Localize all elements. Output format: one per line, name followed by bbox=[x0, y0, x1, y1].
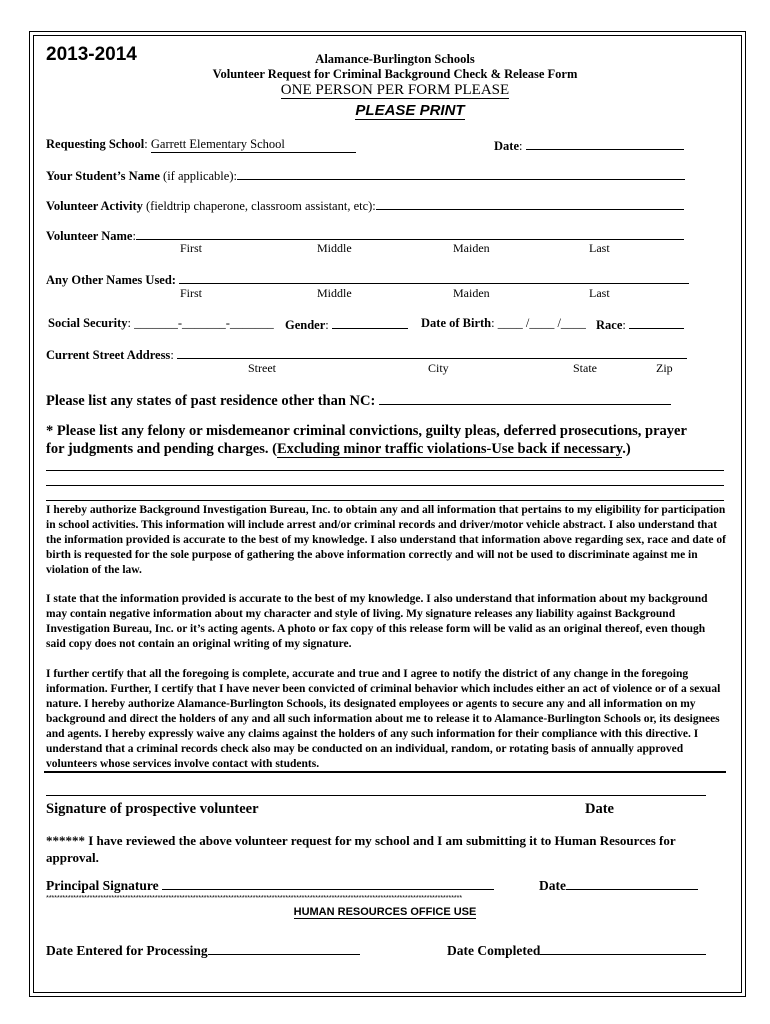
one-person-note: ONE PERSON PER FORM PLEASE bbox=[280, 82, 510, 98]
gender-field[interactable] bbox=[332, 316, 408, 329]
activity-row: Volunteer Activity (fieldtrip chaperone, classroom assistant, etc): bbox=[46, 197, 684, 214]
principal-signature-row: Principal Signature bbox=[46, 877, 494, 894]
form-title: Volunteer Request for Criminal Background Check & Release Form bbox=[212, 67, 578, 81]
volunteer-date-label: Date bbox=[585, 801, 614, 817]
volunteer-signature-label: Signature of prospective volunteer bbox=[46, 801, 259, 817]
activity-field[interactable] bbox=[376, 197, 684, 210]
volunteer-signature-line[interactable] bbox=[46, 795, 706, 796]
date-entered-row: Date Entered for Processing bbox=[46, 942, 360, 959]
principal-date-row: Date bbox=[539, 877, 698, 894]
name-part-middle: Middle bbox=[317, 241, 352, 255]
name-part-maiden: Maiden bbox=[453, 241, 490, 255]
address-field[interactable] bbox=[177, 346, 687, 359]
dob-row: Date of Birth: ____ /____ /____ bbox=[421, 316, 586, 330]
address-part-street: Street bbox=[248, 361, 276, 375]
date-completed-field[interactable] bbox=[540, 942, 706, 955]
name-part-first: First bbox=[180, 241, 203, 255]
other-part-maiden: Maiden bbox=[453, 286, 490, 300]
gender-row: Gender: bbox=[285, 316, 408, 333]
address-part-city: City bbox=[428, 361, 449, 375]
other-part-last: Last bbox=[589, 286, 610, 300]
hr-office-title: HUMAN RESOURCES OFFICE USE bbox=[293, 906, 477, 918]
please-print: PLEASE PRINT bbox=[355, 102, 465, 119]
principal-signature-field[interactable] bbox=[162, 877, 494, 890]
authorization-paragraph-1: I hereby authorize Background Investigation Bureau, Inc. to obtain any and all information that pertains to my eligibility for participation in school activities. This information will include arrest and/or criminal records and driver/motor vehicle abstract. I also understand that the information provided is accurate to the best of my knowledge. I also understand that information above regarding sex, race and date of birth is requested for the sole purpose of gathering the above information correctly and will not be used to discriminate against me in violation of the law. bbox=[46, 504, 726, 576]
race-row: Race: bbox=[596, 316, 684, 333]
felony-question-line1: * Please list any felony or misdemeanor criminal convictions, guilty pleas, deferred prosecutions, prayer bbox=[46, 423, 687, 439]
requesting-school-field[interactable]: Garrett Elementary School bbox=[151, 137, 356, 153]
volunteer-name-field[interactable] bbox=[136, 227, 684, 240]
address-part-zip: Zip bbox=[656, 361, 673, 375]
dob-field[interactable]: ____ /____ /____ bbox=[497, 316, 586, 330]
date-entered-field[interactable] bbox=[208, 942, 360, 955]
race-field[interactable] bbox=[629, 316, 684, 329]
other-names-field[interactable] bbox=[179, 271, 689, 284]
star-divider: ********************************************************************************************************************************************************* bbox=[46, 893, 462, 902]
date-field[interactable] bbox=[526, 137, 684, 150]
ssn-field[interactable]: _______-_______-_______ bbox=[134, 316, 274, 330]
volunteer-name-row: Volunteer Name: bbox=[46, 227, 684, 244]
paragraph-divider bbox=[44, 771, 726, 773]
review-statement: ****** I have reviewed the above volunteer request for my school and I am submitting it to Human Resources for approval. bbox=[46, 833, 676, 865]
answer-line-2[interactable] bbox=[46, 485, 724, 486]
other-part-first: First bbox=[180, 286, 203, 300]
address-part-state: State bbox=[573, 361, 597, 375]
principal-date-field[interactable] bbox=[566, 877, 698, 890]
date-row: Date: bbox=[494, 137, 684, 154]
answer-line-1[interactable] bbox=[46, 470, 724, 471]
student-name-field[interactable] bbox=[237, 167, 685, 180]
date-completed-row: Date Completed bbox=[447, 942, 706, 959]
other-names-row: Any Other Names Used: bbox=[46, 271, 689, 288]
past-states-row: Please list any states of past residence other than NC: bbox=[46, 390, 671, 410]
school-year: 2013-2014 bbox=[46, 44, 137, 65]
org-name: Alamance-Burlington Schools bbox=[315, 52, 475, 66]
answer-line-3[interactable] bbox=[46, 500, 724, 501]
name-part-last: Last bbox=[589, 241, 610, 255]
requesting-school-row: Requesting School: Garrett Elementary School bbox=[46, 137, 356, 153]
student-row: Your Student’s Name (if applicable): bbox=[46, 167, 685, 184]
address-row: Current Street Address: bbox=[46, 346, 687, 363]
other-part-middle: Middle bbox=[317, 286, 352, 300]
ssn-row: Social Security: _______-_______-_______ bbox=[48, 316, 274, 330]
felony-question-line2: for judgments and pending charges. (Excluding minor traffic violations-Use back if necessary.) bbox=[46, 441, 631, 457]
authorization-paragraph-2: I state that the information provided is accurate to the best of my knowledge. I also understand that information about my background may contain negative information about my character and style of living. My signature releases any liability against Background Investigation Bureau, Inc. or it’s acting agents. A photo or fax copy of this release form will be valid as an original thereof, even though said copy does not contain an original writing of my signature. bbox=[46, 593, 708, 650]
past-states-field[interactable] bbox=[379, 390, 671, 405]
authorization-paragraph-3: I further certify that all the foregoing is complete, accurate and true and I agree to notify the district of any change in the foregoing information. Further, I certify that I have never been convicted of criminal behavior which includes either an act of violence or of a sexual nature. I hereby authorize Alamance-Burlington Schools, its designated employees or agents to secure any and all information on my background and direct the holders of any and all such information about me to release it to Alamance-Burlington Schools or, its designees and agents. I hereby expressly waive any claims against the holders of any such information for their compliance with this directive. I understand that a criminal records check also may be conducted on an individual, random, or rotating basis of annually approved volunteers whose services involve contact with students. bbox=[46, 668, 721, 770]
